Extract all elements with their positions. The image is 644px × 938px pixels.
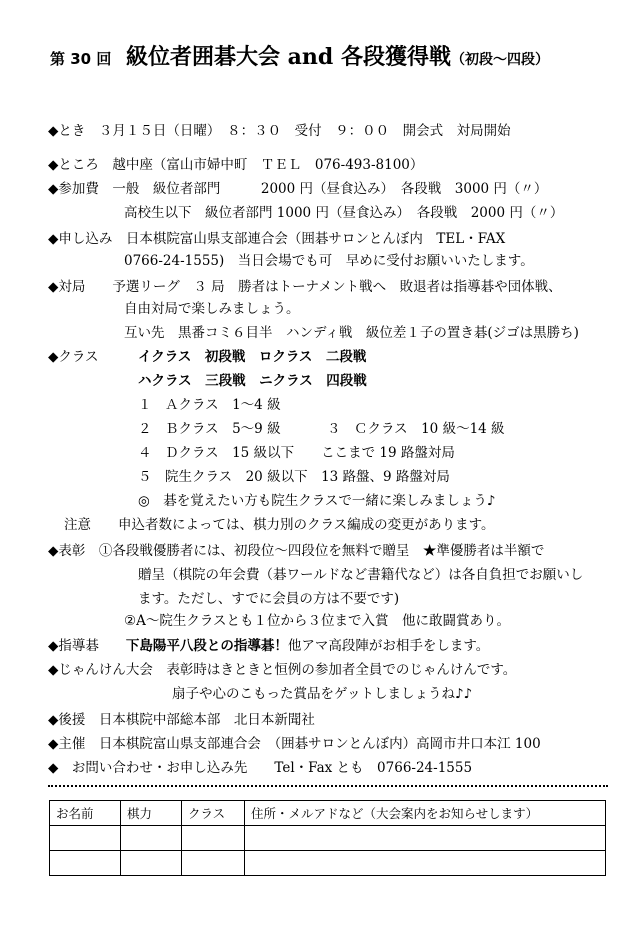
class-dan-row2: ハクラス 三段戦 ニクラス 四段戦: [138, 373, 367, 389]
line-fee-student: 高校生以下 級位者部門 1000 円（昼食込み） 各段戦 2000 円（〃）: [124, 205, 564, 221]
form-cell-class[interactable]: [182, 826, 245, 851]
form-cell-class[interactable]: [182, 851, 245, 876]
class-d: ４ Ｄクラス 15 級以下 ここまで 19 路盤対局: [138, 445, 455, 461]
line-janken-prizes: 扇子や心のこもった賞品をゲットしましょうね♪♪: [172, 686, 473, 702]
title-main-text: 級位者囲碁大会 and 各段獲得戦: [126, 44, 451, 70]
class-e: ５ 院生クラス 20 級以下 13 路盤、9 路盤対局: [138, 469, 450, 485]
form-header-rank: 棋力: [121, 801, 182, 826]
teaching-rest: 他アマ高段陣がお相手をします。: [287, 638, 490, 654]
line-award4: ②A〜院生クラスとも１位から３位まで入賞 他に敢闘賞あり。: [124, 613, 510, 629]
form-header-address: 住所・メルアドなど（大会案内をお知らせします）: [245, 801, 606, 826]
form-header-row: [50, 801, 606, 826]
line-award3: ます。ただし、すでに会員の方は不要です): [138, 591, 400, 607]
line-contact: ◆ お問い合わせ・お申し込み先 Tel・Fax とも 0766-24-1555: [48, 760, 473, 776]
application-form: [49, 800, 606, 876]
line-support: ◆後援 日本棋院中部総本部 北日本新聞社: [48, 712, 315, 728]
form-header-class: クラス: [182, 801, 245, 826]
form-row: [50, 851, 606, 876]
form-row: [50, 826, 606, 851]
line-host: ◆主催 日本棋院富山県支部連合会 （囲碁サロンとんぼ内）高岡市井口本江 100: [48, 736, 541, 752]
line-match-handicap: 互い先 黒番コミ６目半 ハンディ戦 級位差１子の置き碁(ジゴは黒勝ち): [124, 325, 579, 341]
line-janken: ◆じゃんけん大会 表彰時はきときと恒例の参加者全員でのじゃんけんです。: [48, 662, 517, 678]
class-c: ３ Ｃクラス 10 級〜14 級: [327, 421, 505, 437]
line-when: ◆とき ３月１５日（日曜） ８：３０ 受付 ９：００ 開会式 対局開始: [48, 123, 511, 139]
class-b: ２ Ｂクラス 5〜9 級: [138, 421, 281, 437]
line-award2: 贈呈（棋院の年会費（碁ワールドなど書籍代など）は各自負担でお願いし: [138, 567, 584, 583]
line-where: ◆ところ 越中座（富山市婦中町 ＴＥＬ 076-493-8100）: [48, 157, 424, 173]
class-beginner: ◎ 碁を覚えたい方も院生クラスで一緒に楽しみましょう♪: [138, 493, 496, 509]
form-cell-name[interactable]: [50, 851, 121, 876]
dotted-separator: [48, 785, 608, 787]
form-cell-rank[interactable]: [121, 851, 182, 876]
title-number: 第 30 回: [50, 50, 112, 68]
line-teaching: [48, 637, 489, 655]
form-cell-address[interactable]: [245, 851, 606, 876]
form-cell-rank[interactable]: [121, 826, 182, 851]
line-match-free: 自由対局で楽しみましょう。: [124, 301, 300, 317]
form-cell-name[interactable]: [50, 826, 121, 851]
form-header-name: お名前: [50, 801, 121, 826]
line-apply: ◆申し込み 日本棋院富山県支部連合会（囲碁サロンとんぼ内 TEL・FAX: [48, 231, 506, 247]
line-match: ◆対局 予選リーグ ３ 局 勝者はトーナメント戦へ 敗退者は指導碁や団体戦、: [48, 279, 562, 295]
line-fee-general: ◆参加費 一般 級位者部門 2000 円（昼食込み） 各段戦 3000 円（〃）: [48, 181, 548, 197]
line-award1: ◆表彰 ①各段戦優勝者には、初段位〜四段位を無料で贈呈 ★準優勝者は半額で: [48, 543, 545, 559]
class-a: １ Ａクラス 1〜4 級: [138, 397, 281, 413]
title-main: [126, 40, 549, 71]
title-sub: （初段〜四段）: [450, 52, 549, 68]
line-note: 注意 申込者数によっては、棋力別のクラス編成の変更があります。: [64, 517, 495, 533]
teaching-highlight: 下島陽平八段との指導碁！: [125, 638, 288, 654]
class-dan-row1: イクラス 初段戦 ロクラス 二段戦: [138, 349, 367, 365]
form-cell-address[interactable]: [245, 826, 606, 851]
class-label: ◆クラス: [48, 349, 99, 365]
teaching-label: ◆指導碁: [48, 638, 99, 654]
line-apply-phone: 0766-24-1555) 当日会場でも可 早めに受付お願いいたします。: [124, 253, 534, 269]
